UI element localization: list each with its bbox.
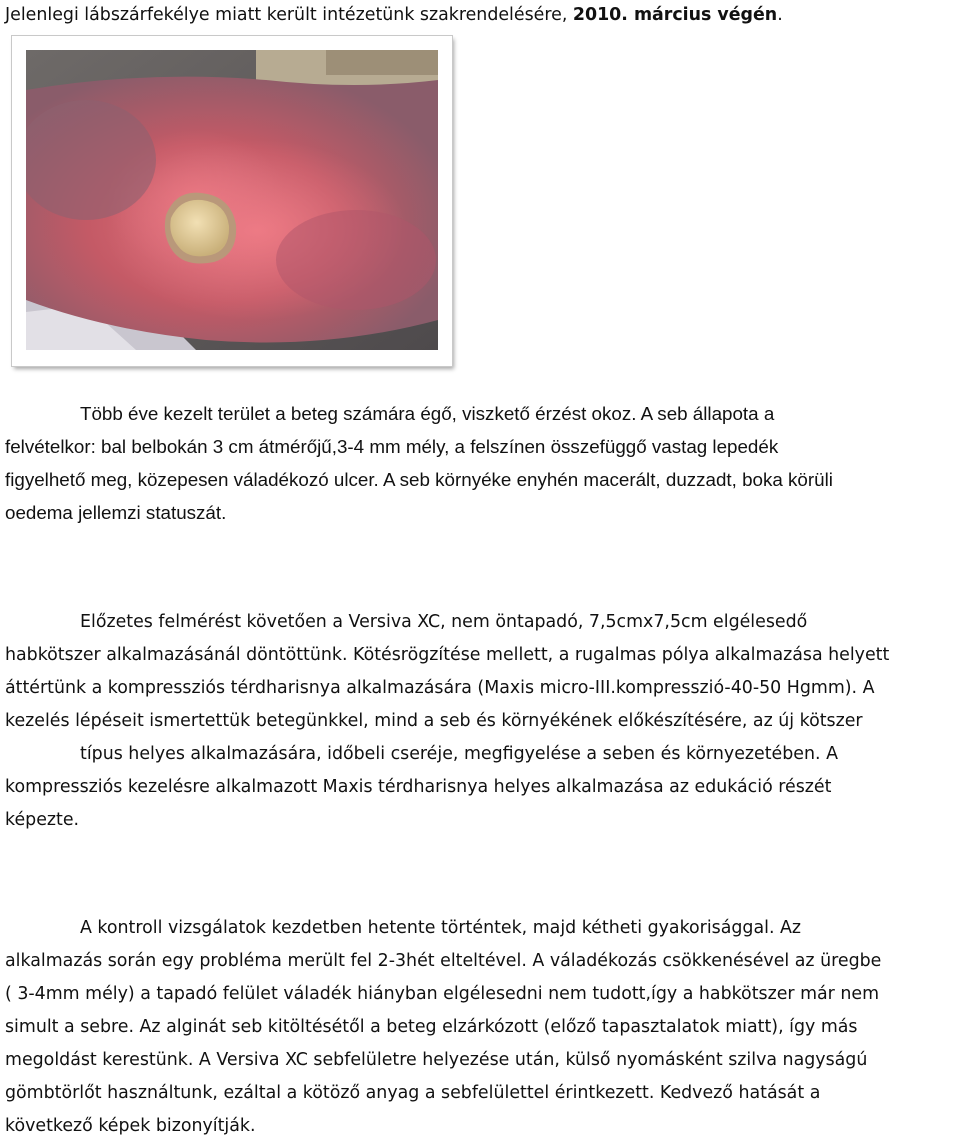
intro-date: 2010. március végén — [572, 5, 778, 25]
leg-ulcer-photo-icon — [26, 50, 438, 350]
paragraph1-line-3: figyelhető meg, közepesen váladékozó ulcer. A seb környéke enyhén macerált, duzzadt, boka körüli — [5, 469, 833, 490]
intro-end: . — [777, 5, 783, 25]
paragraph2-line-5: típus helyes alkalmazására, időbeli cseréje, megfigyelése a seben és környezetében. A — [80, 744, 838, 764]
paragraph1-line-4: oedema jellemzi statuszát. — [5, 502, 227, 523]
intro-line — [5, 4, 783, 26]
paragraph3-line-5: megoldást kerestünk. A Versiva XC sebfelületre helyezése után, külső nyomásként szilva nagyságú — [5, 1050, 868, 1070]
paragraph3-line-4: simult a sebre. Az alginát seb kitöltésétől a beteg elzárkózott (előző tapasztalatok miatt), így más — [5, 1017, 858, 1037]
paragraph2-line-6: kompressziós kezelésre alkalmazott Maxis térdharisnya helyes alkalmazása az edukáció részét — [5, 777, 832, 797]
paragraph1-line-1: Több éve kezelt terület a beteg számára égő, viszkető érzést okoz. A seb állapota a — [80, 403, 775, 424]
paragraph2-line-2: habkötszer alkalmazásánál döntöttünk. Kötésrögzítése mellett, a rugalmas pólya alkalmazása helyett — [5, 645, 890, 665]
paragraph3-line-3: ( 3-4mm mély) a tapadó felület váladék hiányban elgélesedni nem tudott,így a habkötszer már nem — [5, 984, 880, 1004]
paragraph1-line-2: felvételkor: bal belbokán 3 cm átmérőjű,3-4 mm mély, a felszínen összefüggő vastag lepedék — [5, 436, 779, 457]
paragraph3-line-7: következő képek bizonyítják. — [5, 1116, 256, 1136]
intro-text: Jelenlegi lábszárfekélye miatt került intézetünk szakrendelésére, — [5, 5, 573, 25]
paragraph2-line-4: kezelés lépéseit ismertettük betegünkkel, mind a seb és környékének előkészítésére, az új kötszer — [5, 711, 863, 731]
paragraph2-line-7: képezte. — [5, 810, 80, 830]
photo-frame — [12, 36, 452, 366]
paragraph2-line-3: áttértünk a kompressziós térdharisnya alkalmazására (Maxis micro-III.kompresszió-40-50 Hgmm). A — [5, 678, 875, 698]
paragraph3-line-2: alkalmazás során egy probléma merült fel 2-3hét elteltével. A váladékozás csökkenésével az üregbe — [5, 951, 882, 971]
paragraph3-line-6: gömbtörlőt használtunk, ezáltal a kötöző anyag a sebfelülettel érintkezett. Kedvező hatását a — [5, 1083, 821, 1103]
paragraph2-line-1: Előzetes felmérést követően a Versiva XC, nem öntapadó, 7,5cmx7,5cm elgélesedő — [80, 612, 808, 632]
paragraph3-line-1: A kontroll vizsgálatok kezdetben hetente történtek, majd kétheti gyakorisággal. Az — [80, 918, 802, 938]
